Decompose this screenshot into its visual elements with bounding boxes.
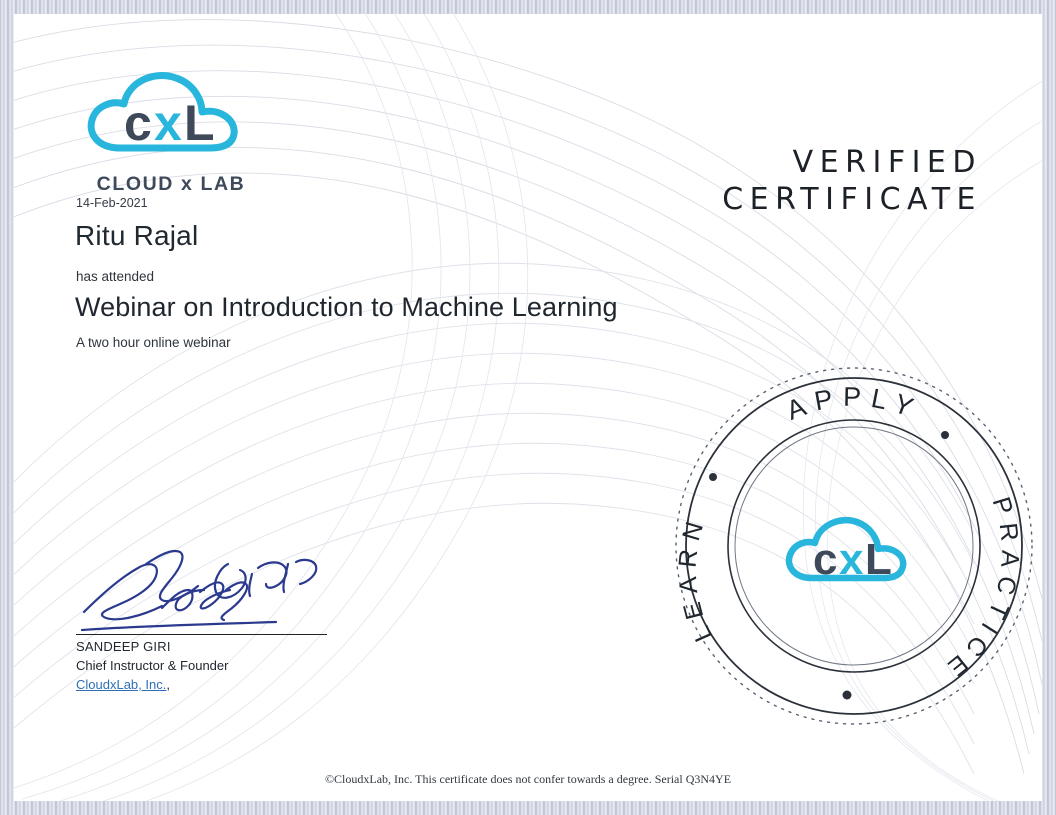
signature-rule <box>76 634 327 635</box>
signature-block <box>76 534 406 692</box>
svg-text:x: x <box>154 95 182 151</box>
handwritten-signature-icon <box>76 534 336 634</box>
certificate-inner-frame <box>14 14 1042 801</box>
svg-text:L: L <box>865 535 892 584</box>
svg-text:c: c <box>813 535 838 584</box>
seal-cloud-logo-icon <box>789 520 903 584</box>
svg-text:c: c <box>124 95 153 151</box>
organization-link[interactable]: CloudxLab, Inc. <box>76 677 167 692</box>
attendance-line: has attended <box>76 269 155 284</box>
svg-text:x: x <box>839 535 864 584</box>
signatory-role: Chief Instructor & Founder <box>76 658 229 673</box>
verified-certificate-stamp <box>722 146 982 220</box>
seal-dot-top-right <box>941 431 949 439</box>
seal-word-practice: PRACTICE <box>936 493 1025 687</box>
cloud-logo-icon <box>76 56 266 166</box>
verification-seal <box>654 346 1042 746</box>
verified-line-1: VERIFIED <box>792 145 982 180</box>
cloudxlab-logo <box>76 56 266 196</box>
issue-date: 14-Feb-2021 <box>76 196 148 210</box>
organization-suffix: , <box>166 677 170 692</box>
signatory-organization[interactable] <box>76 677 406 692</box>
verified-line-2: CERTIFICATE <box>722 182 982 217</box>
signatory-name: SANDEEP GIRI <box>76 639 171 654</box>
seal-word-learn: LEARN <box>673 510 718 646</box>
footer-note: ©CloudxLab, Inc. This certificate does not confer towards a degree. Serial Q3N4YE <box>324 772 732 786</box>
course-title: Webinar on Introduction to Machine Learning <box>75 292 618 322</box>
svg-text:L: L <box>184 95 215 151</box>
seal-word-apply: APPLY <box>782 381 926 426</box>
course-subtitle: A two hour online webinar <box>76 335 231 350</box>
logo-wordmark: CLOUD x LAB <box>96 173 246 195</box>
seal-dot-bottom <box>843 691 852 700</box>
seal-dot-top-left <box>709 473 717 481</box>
recipient-name: Ritu Rajal <box>75 220 199 251</box>
